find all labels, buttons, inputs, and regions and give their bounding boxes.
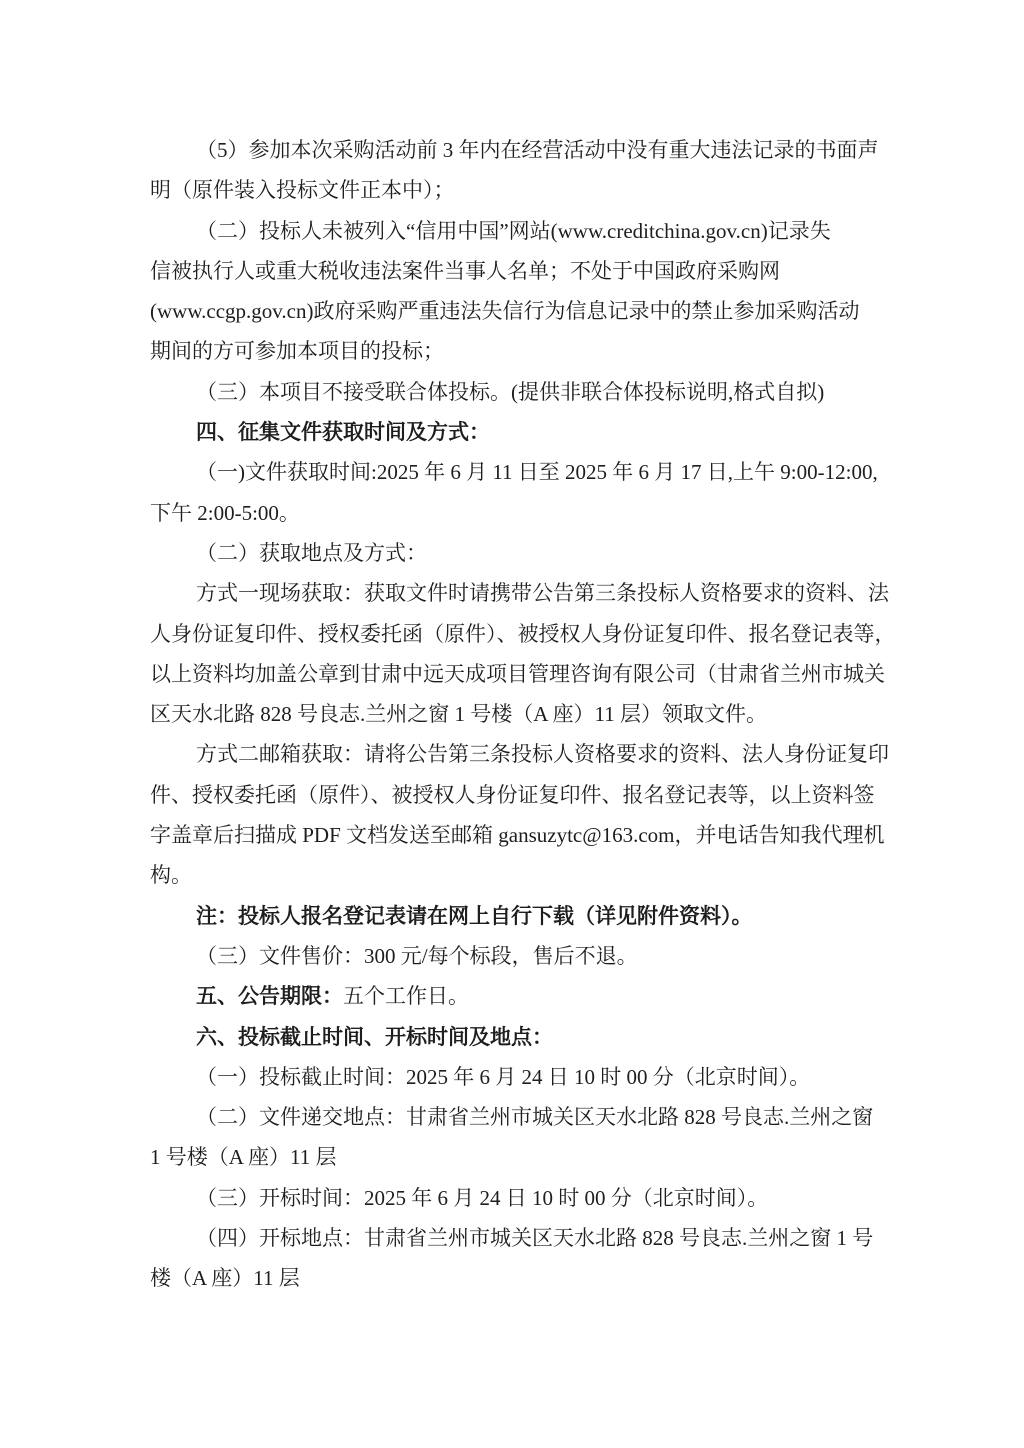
doc-line <box>150 936 890 976</box>
line-text: 期间的方可参加本项目的投标； <box>150 339 444 364</box>
line-text: （三）文件售价：300 元/每个标段，售后不退。 <box>196 943 638 968</box>
line-text: （三）开标时间：2025 年 6 月 24 日 10 时 00 分（北京时间）。 <box>196 1185 769 1210</box>
doc-line <box>150 1097 890 1137</box>
line-text: 下午 2:00-5:00。 <box>150 500 300 525</box>
doc-line <box>150 855 890 895</box>
doc-line <box>150 170 890 210</box>
line-text: 方式二邮箱获取：请将公告第三条投标人资格要求的资料、法人身份证复印 <box>196 742 889 767</box>
line-bold-text: 六、投标截止时间、开标时间及地点： <box>196 1024 553 1049</box>
doc-line <box>150 251 890 291</box>
doc-line <box>150 654 890 694</box>
line-text: 区天水北路 828 号良志.兰州之窗 1 号楼（A 座）11 层）领取文件。 <box>150 702 767 727</box>
line-text: 1 号楼（A 座）11 层 <box>150 1145 337 1170</box>
line-bold-text: 四、征集文件获取时间及方式： <box>196 420 490 445</box>
doc-line <box>150 493 890 533</box>
doc-line <box>150 211 890 251</box>
line-text: 字盖章后扫描成 PDF 文档发送至邮箱 gansuzytc@163.com，并电话告知我代理机 <box>150 823 885 848</box>
doc-line <box>150 372 890 412</box>
line-text: 明（原件装入投标文件正本中）； <box>150 178 455 203</box>
doc-line <box>150 896 890 936</box>
doc-line <box>150 573 890 613</box>
line-text: （二）文件递交地点：甘肃省兰州市城关区天水北路 828 号良志.兰州之窗 <box>196 1105 874 1130</box>
doc-line <box>150 815 890 855</box>
line-text: （5）参加本次采购活动前 3 年内在经营活动中没有重大违法记录的书面声 <box>196 138 879 162</box>
doc-line <box>150 331 890 371</box>
line-text: 五个工作日。 <box>343 984 469 1009</box>
doc-line <box>150 1137 890 1177</box>
doc-line <box>150 1178 890 1218</box>
doc-line <box>150 976 890 1016</box>
doc-line <box>150 291 890 331</box>
doc-line <box>150 734 890 774</box>
doc-line <box>150 130 890 170</box>
doc-line <box>150 1218 890 1258</box>
line-bold-text: 五、公告期限： <box>196 984 343 1009</box>
line-text: 楼（A 座）11 层 <box>150 1266 300 1291</box>
line-text: 件、授权委托函（原件）、被授权人身份证复印件、报名登记表等，以上资料签 <box>150 782 875 807</box>
line-text: （一）投标截止时间：2025 年 6 月 24 日 10 时 00 分（北京时间）。 <box>196 1064 811 1089</box>
line-text: (www.ccgp.gov.cn)政府采购严重违法失信行为信息记录中的禁止参加采购活动 <box>150 299 860 324</box>
doc-line <box>150 614 896 654</box>
line-bold-text: 注：投标人报名登记表请在网上自行下载（详见附件资料）。 <box>196 903 753 928</box>
line-text: （二）投标人未被列入“信用中国”网站(www.creditchina.gov.cn)记录失 <box>196 218 831 243</box>
doc-line <box>150 533 890 573</box>
doc-line <box>150 1258 890 1298</box>
doc-line <box>150 775 890 815</box>
line-text: （四）开标地点：甘肃省兰州市城关区天水北路 828 号良志.兰州之窗 1 号 <box>196 1226 874 1251</box>
doc-line <box>150 1057 890 1097</box>
line-text: 以上资料均加盖公章到甘肃中远天成项目管理咨询有限公司（甘肃省兰州市城关 <box>150 661 885 686</box>
doc-line <box>150 412 890 452</box>
line-text: （三）本项目不接受联合体投标。(提供非联合体投标说明,格式自拟) <box>196 379 825 404</box>
line-text: （二）获取地点及方式： <box>196 540 427 565</box>
line-text: 信被执行人或重大税收违法案件当事人名单；不处于中国政府采购网 <box>150 258 780 283</box>
line-text: 构。 <box>150 863 192 888</box>
line-text: 人身份证复印件、授权委托函（原件）、被授权人身份证复印件、报名登记表等， <box>150 621 896 646</box>
line-text: 方式一现场获取：获取文件时请携带公告第三条投标人资格要求的资料、法 <box>196 581 889 606</box>
doc-line <box>150 452 890 492</box>
doc-line <box>150 1017 890 1057</box>
line-text: （一)文件获取时间:2025 年 6 月 11 日至 2025 年 6 月 17 日,上午 9:00-12:00, <box>196 460 878 485</box>
document-body <box>150 130 896 1299</box>
doc-line <box>150 694 890 734</box>
